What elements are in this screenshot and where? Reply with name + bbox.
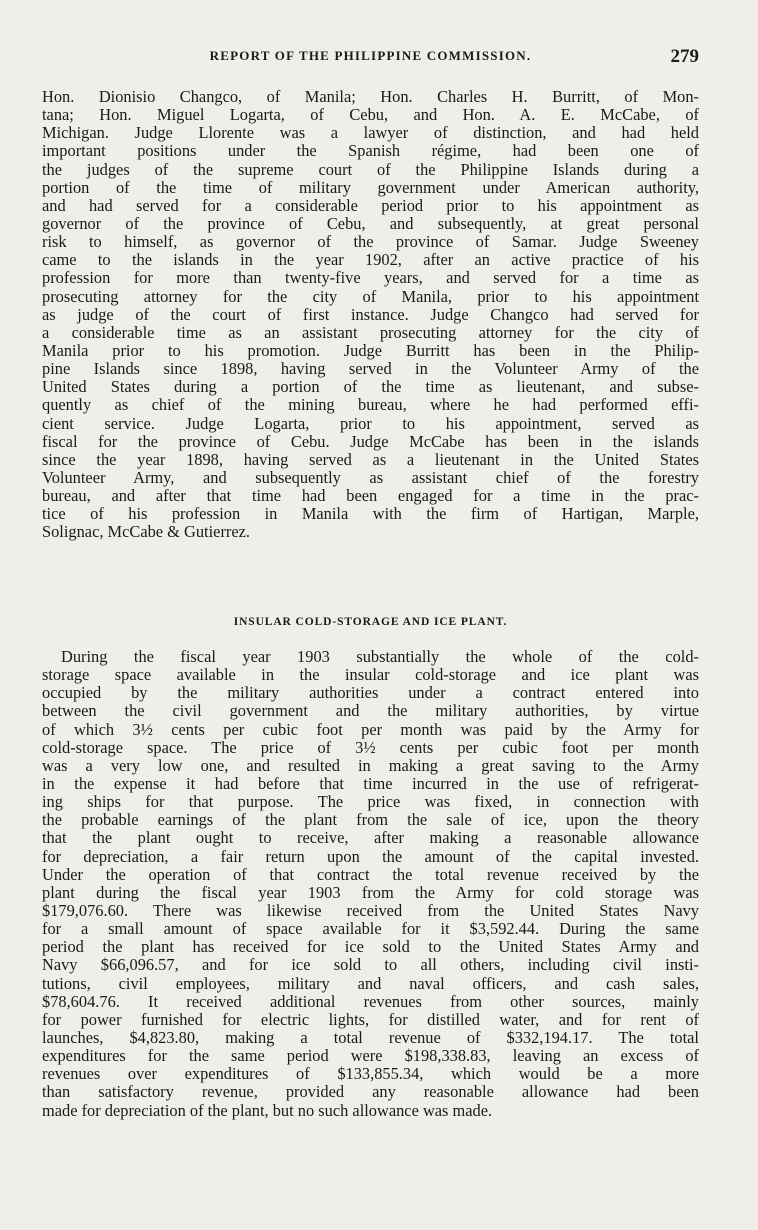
text-line: for a small amount of space available for it $3,592.44. During the same (42, 919, 699, 939)
text-line: Solignac, McCabe & Gutierrez. (42, 522, 251, 542)
text-line: risk to himself, as governor of the province of Samar. Judge Sweeney (42, 232, 699, 252)
running-title: REPORT OF THE PHILIPPINE COMMISSION. (209, 48, 532, 63)
text-line: cold-storage space. The price of 3½ cents per cubic foot per month (42, 737, 699, 757)
text-line: revenues over expenditures of $133,855.34, which would be a more (42, 1064, 699, 1084)
page-header (42, 46, 699, 76)
text-line: Navy $66,096.57, and for ice sold to all others, including civil insti- (42, 955, 699, 975)
text-line: made for depreciation of the plant, but no such allowance was made. (42, 1100, 493, 1120)
paragraph-cold-storage (42, 648, 699, 1120)
text-line: a considerable time as an assistant prosecuting attorney for the city of (42, 322, 699, 342)
text-line: quently as chief of the mining bureau, where he had performed effi- (42, 395, 699, 415)
text-line: Under the operation of that contract the total revenue received by the (42, 864, 699, 884)
text-line: ing ships for that purpose. The price was fixed, in connection with (42, 792, 699, 812)
text-line: Hon. Dionisio Changco, of Manila; Hon. Charles H. Burritt, of Mon- (42, 87, 699, 106)
text-line: in the expense it had before that time incurred in the use of refrigerat- (42, 773, 699, 793)
text-line: between the civil government and the military authorities, by virtue (42, 701, 699, 721)
text-line: During the fiscal year 1903 substantially the whole of the cold- (61, 647, 699, 666)
text-line: that the plant ought to receive, after making a reasonable allowance (42, 828, 699, 848)
text-line: plant during the fiscal year 1903 from the Army for cold storage was (42, 882, 699, 902)
section-heading: INSULAR COLD-STORAGE AND ICE PLANT. (233, 616, 508, 628)
text-line: fiscal for the province of Cebu. Judge McCabe has been in the islands (42, 431, 699, 451)
text-line: profession for more than twenty-five years, and served for a time as (42, 268, 699, 288)
text-line: Volunteer Army, and subsequently as assistant chief of the forestry (42, 467, 699, 487)
paragraph-judges (42, 88, 699, 542)
text-line: than satisfactory revenue, provided any reasonable allowance had been (42, 1082, 699, 1102)
text-line: $78,604.76. It received additional revenues from other sources, mainly (42, 991, 699, 1011)
text-line: Manila prior to his promotion. Judge Burritt has been in the Philip- (42, 340, 699, 360)
text-line: governor of the province of Cebu, and subsequently, at great personal (42, 213, 699, 233)
text-line: tana; Hon. Miguel Logarta, of Cebu, and Hon. A. E. McCabe, of (42, 105, 699, 125)
text-line: storage space available in the insular cold-storage and ice plant was (42, 665, 699, 685)
text-line: as judge of the court of first instance. Judge Changco had served for (42, 304, 699, 324)
text-line: and had served for a considerable period prior to his appointment as (42, 195, 699, 215)
text-line: occupied by the military authorities under a contract entered into (42, 683, 699, 703)
text-line: important positions under the Spanish régime, had been one of (42, 141, 699, 161)
text-line: bureau, and after that time had been engaged for a time in the prac- (42, 486, 699, 506)
text-line: of which 3½ cents per cubic foot per month was paid by the Army for (42, 719, 699, 739)
text-line: for power furnished for electric lights, for distilled water, and for rent of (42, 1009, 699, 1029)
text-line: $179,076.60. There was likewise received from the United States Navy (42, 900, 699, 920)
text-line: came to the islands in the year 1902, after an active practice of his (42, 250, 699, 270)
text-line: since the year 1898, having served as a lieutenant in the United States (42, 449, 699, 469)
text-line: cient service. Judge Logarta, prior to his appointment, served as (42, 413, 699, 433)
text-line: was a very low one, and resulted in making a great saving to the Army (42, 755, 699, 775)
text-line: pine Islands since 1898, having served in the Volunteer Army of the (42, 359, 699, 379)
text-line: United States during a portion of the time as lieutenant, and subse- (42, 377, 699, 397)
page-number: 279 (670, 46, 699, 67)
text-line: for depreciation, a fair return upon the amount of the capital invested. (42, 846, 699, 866)
text-line: portion of the time of military government under American authority, (42, 177, 699, 197)
text-line: launches, $4,823.80, making a total revenue of $332,194.17. The total (42, 1027, 699, 1047)
text-line: Michigan. Judge Llorente was a lawyer of distinction, and had held (42, 123, 699, 143)
text-line: expenditures for the same period were $198,338.83, leaving an excess of (42, 1046, 699, 1066)
text-line: the judges of the supreme court of the Philippine Islands during a (42, 159, 699, 179)
text-line: the probable earnings of the plant from the sale of ice, upon the theory (42, 810, 699, 830)
text-line: period the plant has received for ice sold to the United States Army and (42, 937, 699, 957)
text-line: prosecuting attorney for the city of Manila, prior to his appointment (42, 286, 699, 306)
text-line: tice of his profession in Manila with the firm of Hartigan, Marple, (42, 504, 699, 524)
text-line: tutions, civil employees, military and naval officers, and cash sales, (42, 973, 699, 993)
